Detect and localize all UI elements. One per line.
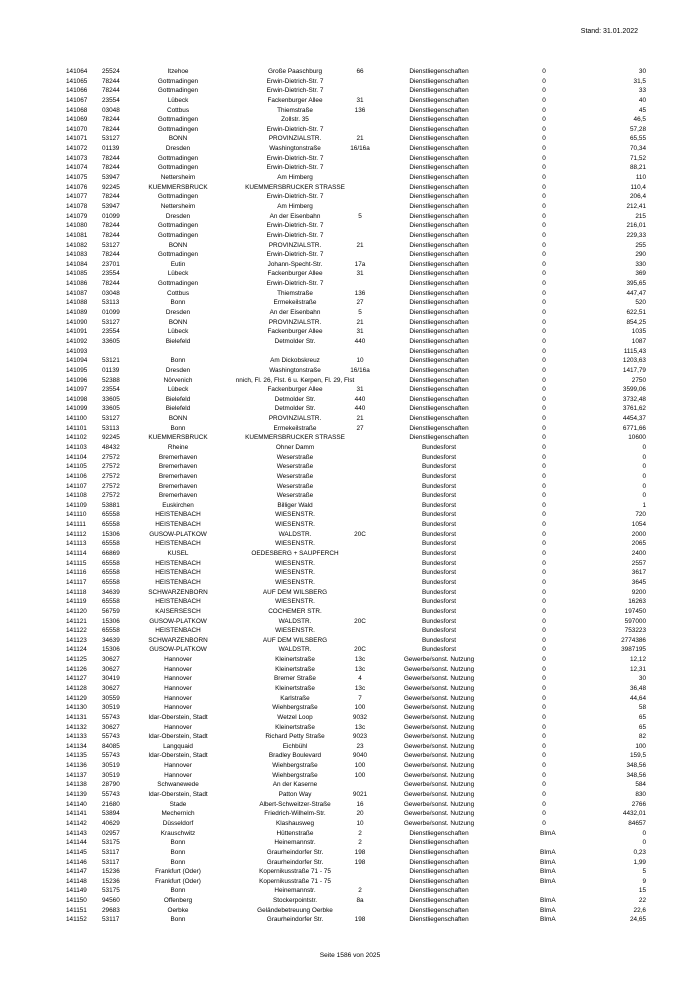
row-id: 141101 bbox=[66, 424, 87, 432]
table-row: 141084 23701 Eutin Johann-Specht-Str. 17a Dienstliegenschaften 0 330 bbox=[66, 260, 646, 268]
table-row: 141074 78244 Gottmadingen Erwin-Dietrich-Str. 7 Dienstliegenschaften 0 88,21 bbox=[66, 164, 646, 172]
table-row: 141100 53127 BONN PROVINZIALSTR. 21 Dienstliegenschaften 0 4454,37 bbox=[66, 415, 646, 423]
table-row: 141117 65558 HEISTENBACH WIESENSTR. Bundesforst 0 3645 bbox=[66, 578, 646, 586]
table-row: 141129 30559 Hannover Karlstraße 7 Gewerbe/sonst. Nutzung 0 44,64 bbox=[66, 694, 646, 702]
row-plz: 65558 bbox=[102, 598, 120, 606]
row-plz: 03048 bbox=[102, 106, 120, 114]
table-row: 141112 15306 GUSOW-PLATKOW WALDSTR. 20C Bundesforst 0 2000 bbox=[66, 530, 646, 538]
row-plz: 27572 bbox=[102, 453, 120, 461]
row-plz: 33605 bbox=[102, 337, 120, 345]
row-plz: 53127 bbox=[102, 135, 120, 143]
table-row: 141077 78244 Gottmadingen Erwin-Dietrich-Str. 7 Dienstliegenschaften 0 206,4 bbox=[66, 193, 646, 201]
table-row: 141116 65558 HEISTENBACH WIESENSTR. Bundesforst 0 3617 bbox=[66, 569, 646, 577]
row-plz: 53117 bbox=[102, 848, 120, 856]
row-id: 141081 bbox=[66, 231, 88, 239]
row-id: 141130 bbox=[66, 704, 87, 712]
row-id: 141149 bbox=[66, 887, 87, 895]
table-row: 141150 94560 Offenberg Stockerpointstr. 8a Dienstliegenschaften BImA 22 bbox=[66, 897, 646, 905]
row-plz: 78244 bbox=[102, 87, 120, 95]
row-plz: 65558 bbox=[102, 559, 120, 567]
table-row: 141151 29683 Oerbke Geländebetreuung Oerbke Dienstliegenschaften BImA 22,6 bbox=[66, 906, 646, 914]
row-plz: 78244 bbox=[102, 193, 120, 201]
row-plz: 30519 bbox=[102, 762, 120, 770]
row-plz: 66869 bbox=[102, 550, 120, 558]
table-row: 141134 84085 Langquaid Eichbühl 23 Gewerbe/sonst. Nutzung 0 100 bbox=[66, 742, 646, 750]
row-id: 141064 bbox=[66, 68, 88, 75]
row-plz: 23554 bbox=[102, 328, 120, 336]
row-id: 141131 bbox=[66, 713, 87, 721]
table-row: 141138 28790 Schwanewede An der Kaserne Gewerbe/sonst. Nutzung 0 584 bbox=[66, 781, 646, 789]
row-plz: 78244 bbox=[102, 125, 120, 133]
row-bima: BImA bbox=[540, 848, 556, 856]
row-id: 141147 bbox=[66, 868, 87, 876]
row-plz: 30627 bbox=[102, 656, 120, 664]
row-plz: 27572 bbox=[102, 463, 120, 471]
row-id: 141094 bbox=[66, 357, 88, 365]
row-plz: 53113 bbox=[102, 299, 120, 307]
row-plz: 84085 bbox=[102, 742, 120, 750]
row-id: 141089 bbox=[66, 309, 88, 317]
row-id: 141141 bbox=[66, 810, 87, 818]
row-id: 141100 bbox=[66, 415, 87, 423]
row-id: 141134 bbox=[66, 742, 87, 750]
row-id: 141087 bbox=[66, 289, 88, 297]
row-id: 141079 bbox=[66, 212, 88, 220]
row-id: 141144 bbox=[66, 839, 87, 847]
table-row: 141085 23554 Lübeck Fackenburger Allee 31 Dienstliegenschaften 0 369 bbox=[66, 270, 646, 278]
row-id: 141093 bbox=[66, 347, 88, 355]
table-row: 141113 65558 HEISTENBACH WIESENSTR. Bundesforst 0 2065 bbox=[66, 540, 646, 548]
table-row: 141089 01099 Dresden An der Eisenbahn 5 Dienstliegenschaften 0 622,51 bbox=[66, 309, 646, 317]
row-id: 141139 bbox=[66, 791, 87, 799]
table-row: 141146 53117 Bonn Graurheindorfer Str. 198 Dienstliegenschaften BImA 1,99 bbox=[66, 858, 646, 866]
row-id: 141082 bbox=[66, 241, 88, 249]
row-id: 141105 bbox=[66, 463, 87, 471]
row-id: 141152 bbox=[66, 916, 87, 924]
table-row: 141097 23554 Lübeck Fackenburger Allee 31 Dienstliegenschaften 0 3599,06 bbox=[66, 386, 646, 394]
row-id: 141115 bbox=[66, 559, 87, 567]
table-row: 141148 15236 Frankfurt (Oder) Kopernikusstraße 71 - 75 Dienstliegenschaften BImA 9 bbox=[66, 877, 646, 885]
data-table bbox=[66, 67, 646, 925]
row-id: 141097 bbox=[66, 386, 88, 394]
table-row: 141079 01099 Dresden An der Eisenbahn 5 Dienstliegenschaften 0 215 bbox=[66, 212, 646, 220]
row-plz: 01099 bbox=[102, 212, 120, 220]
row-plz: 65558 bbox=[102, 511, 120, 519]
table-row: 141095 01139 Dresden Washingtonstraße 16/16a Dienstliegenschaften 0 1417,79 bbox=[66, 366, 646, 374]
row-id: 141123 bbox=[66, 636, 87, 644]
row-id: 141084 bbox=[66, 260, 88, 268]
row-id: 141143 bbox=[66, 829, 87, 837]
row-plz: 65558 bbox=[102, 521, 120, 529]
table-row: 141125 30627 Hannover Kleinertstraße 13c Gewerbe/sonst. Nutzung 0 12,12 bbox=[66, 656, 646, 664]
row-id: 141111 bbox=[66, 521, 86, 529]
row-plz: 23554 bbox=[102, 386, 120, 394]
table-row: 141143 02957 Krauschwitz Hüttenstraße 2 Dienstliegenschaften BImA 0 bbox=[66, 829, 646, 837]
row-plz: 78244 bbox=[102, 116, 120, 124]
table-row: 141105 27572 Bremerhaven Weserstraße Bundesforst 0 0 bbox=[66, 463, 646, 471]
row-id: 141065 bbox=[66, 77, 88, 85]
row-plz: 53127 bbox=[102, 241, 120, 249]
table-row: 141071 53127 BONN PROVINZIALSTR. 21 Dienstliegenschaften 0 65,55 bbox=[66, 135, 646, 143]
row-plz: 15306 bbox=[102, 646, 120, 654]
row-id: 141078 bbox=[66, 202, 88, 210]
row-plz: 53881 bbox=[102, 501, 120, 509]
table-row: 141111 65558 HEISTENBACH WIESENSTR. Bundesforst 0 1054 bbox=[66, 521, 646, 529]
row-id: 141124 bbox=[66, 646, 87, 654]
row-plz: 55743 bbox=[102, 752, 120, 760]
row-plz: 15236 bbox=[102, 877, 120, 885]
row-id: 141106 bbox=[66, 472, 87, 480]
row-plz: 92245 bbox=[102, 434, 120, 442]
table-row: 141067 23554 Lübeck Fackenburger Allee 31 Dienstliegenschaften 0 40 bbox=[66, 96, 646, 104]
table-row: 141108 27572 Bremerhaven Weserstraße Bundesforst 0 0 bbox=[66, 492, 646, 500]
row-plz: 56759 bbox=[102, 607, 120, 615]
table-row: 141070 78244 Gottmadingen Erwin-Dietrich-Str. 7 Dienstliegenschaften 0 57,28 bbox=[66, 125, 646, 133]
row-bima: BImA bbox=[540, 829, 556, 837]
row-plz: 53121 bbox=[102, 357, 120, 365]
row-plz: 30519 bbox=[102, 771, 120, 779]
row-id: 141126 bbox=[66, 665, 87, 673]
row-plz: 21680 bbox=[102, 800, 120, 808]
row-id: 141145 bbox=[66, 848, 87, 856]
row-id: 141117 bbox=[66, 578, 87, 586]
table-row: 141099 33605 Bielefeld Detmolder Str. 440 Dienstliegenschaften 0 3761,62 bbox=[66, 405, 646, 413]
row-plz: 30627 bbox=[102, 665, 120, 673]
row-id: 141095 bbox=[66, 366, 88, 374]
row-plz: 78244 bbox=[102, 77, 120, 85]
table-row: 141118 34639 SCHWARZENBORN AUF DEM WILSBERG Bundesforst 0 9200 bbox=[66, 588, 646, 596]
table-row: 141072 01139 Dresden Washingtonstraße 16/16a Dienstliegenschaften 0 70,34 bbox=[66, 145, 646, 153]
row-plz: 53947 bbox=[102, 174, 120, 182]
table-row: 141098 33605 Bielefeld Detmolder Str. 440 Dienstliegenschaften 0 3732,48 bbox=[66, 395, 646, 403]
row-id: 141107 bbox=[66, 482, 87, 490]
row-plz: 27572 bbox=[102, 482, 120, 490]
row-id: 141114 bbox=[66, 550, 87, 558]
table-row: 141139 55743 Idar-Oberstein, Stadt Patton Way 9021 Gewerbe/sonst. Nutzung 0 830 bbox=[66, 791, 646, 799]
row-id: 141074 bbox=[66, 164, 88, 172]
table-row: 141115 65558 HEISTENBACH WIESENSTR. Bundesforst 0 2557 bbox=[66, 559, 646, 567]
row-plz: 65558 bbox=[102, 627, 120, 635]
row-id: 141090 bbox=[66, 318, 88, 326]
row-plz: 15236 bbox=[102, 868, 120, 876]
row-id: 141146 bbox=[66, 858, 87, 866]
table-row: 141092 33605 Bielefeld Detmolder Str. 440 Dienstliegenschaften 0 1087 bbox=[66, 337, 646, 345]
row-plz: 52388 bbox=[102, 376, 120, 384]
row-plz: 78244 bbox=[102, 154, 120, 162]
table-row: 141123 34639 SCHWARZENBORN AUF DEM WILSBERG Bundesforst 0 2774386 bbox=[66, 636, 646, 644]
table-row: 141076 92245 KUEMMERSBRUCK KUEMMERSBRUCKER STRASSE Dienstliegenschaften 0 110,4 bbox=[66, 183, 646, 191]
table-row: 141088 53113 Bonn Ermekeilstraße 27 Dienstliegenschaften 0 520 bbox=[66, 299, 646, 307]
row-plz: 15306 bbox=[102, 617, 120, 625]
table-row: 141102 92245 KUEMMERSBRUCK KUEMMERSBRUCKER STRASSE Dienstliegenschaften 0 10600 bbox=[66, 434, 646, 442]
table-row: 141103 48432 Rheine Ohner Damm Bundesforst 0 0 bbox=[66, 443, 646, 451]
row-id: 141075 bbox=[66, 174, 88, 182]
table-row: 141090 53127 BONN PROVINZIALSTR. 21 Dienstliegenschaften 0 854,25 bbox=[66, 318, 646, 326]
table-row: 141109 53881 Euskirchen Billiger Wald Bundesforst 0 1 bbox=[66, 501, 646, 509]
row-plz: 92245 bbox=[102, 183, 120, 191]
table-row: 141087 03048 Cottbus Thiemstraße 136 Dienstliegenschaften 0 447,47 bbox=[66, 289, 646, 297]
row-bima: BImA bbox=[540, 877, 556, 885]
row-bima: BImA bbox=[540, 916, 556, 924]
row-plz: 30627 bbox=[102, 723, 120, 731]
row-id: 141068 bbox=[66, 106, 88, 114]
row-plz: 48432 bbox=[102, 443, 120, 451]
table-row: 141145 53117 Bonn Graurheindorfer Str. 198 Dienstliegenschaften BImA 0,23 bbox=[66, 848, 646, 856]
row-id: 141069 bbox=[66, 116, 88, 124]
row-id: 141077 bbox=[66, 193, 88, 201]
table-row: 141107 27572 Bremerhaven Weserstraße Bundesforst 0 0 bbox=[66, 482, 646, 490]
row-id: 141104 bbox=[66, 453, 87, 461]
table-row: 141086 78244 Gottmadingen Erwin-Dietrich-Str. 7 Dienstliegenschaften 0 395,65 bbox=[66, 280, 646, 288]
row-plz: 65558 bbox=[102, 578, 120, 586]
page-footer: Seite 1586 von 2025 bbox=[319, 952, 381, 959]
table-row: 141137 30519 Hannover Wiehbergstraße 100 Gewerbe/sonst. Nutzung 0 348,56 bbox=[66, 771, 646, 779]
row-plz: 23554 bbox=[102, 96, 120, 104]
row-id: 141098 bbox=[66, 395, 88, 403]
table-row: 141114 66869 KUSEL OEDESBERG + SAUPFERCH Bundesforst 0 2400 bbox=[66, 550, 646, 558]
row-id: 141096 bbox=[66, 376, 88, 384]
table-row: 141091 23554 Lübeck Fackenburger Allee 31 Dienstliegenschaften 0 1035 bbox=[66, 328, 646, 336]
row-id: 141091 bbox=[66, 328, 88, 336]
row-plz: 34639 bbox=[102, 636, 120, 644]
row-plz: 25524 bbox=[102, 68, 120, 75]
row-id: 141127 bbox=[66, 675, 87, 683]
row-plz: 53127 bbox=[102, 415, 120, 423]
row-plz: 30627 bbox=[102, 685, 120, 692]
table-row: 141131 55743 Idar-Oberstein, Stadt Wetzel Loop 9032 Gewerbe/sonst. Nutzung 0 65 bbox=[66, 713, 646, 721]
row-id: 141071 bbox=[66, 135, 88, 143]
table-row: 141120 56759 KAISERSESCH COCHEMER STR. Bundesforst 0 197450 bbox=[66, 607, 646, 615]
row-plz: 53117 bbox=[102, 858, 120, 866]
row-id: 141119 bbox=[66, 598, 87, 606]
row-id: 141132 bbox=[66, 723, 87, 731]
row-plz: 78244 bbox=[102, 231, 120, 239]
table-row: 141104 27572 Bremerhaven Weserstraße Bundesforst 0 0 bbox=[66, 453, 646, 461]
row-plz: 78244 bbox=[102, 222, 120, 230]
table-row: 141075 53947 Nettersheim Am Himberg Dienstliegenschaften 0 110 bbox=[66, 174, 646, 182]
table-row: 141081 78244 Gottmadingen Erwin-Dietrich-Str. 7 Dienstliegenschaften 0 229,33 bbox=[66, 231, 646, 239]
row-id: 141099 bbox=[66, 405, 88, 413]
row-id: 141066 bbox=[66, 87, 88, 95]
row-plz: 53175 bbox=[102, 839, 120, 847]
row-id: 141110 bbox=[66, 511, 87, 519]
row-id: 141088 bbox=[66, 299, 88, 307]
row-id: 141083 bbox=[66, 251, 88, 259]
row-plz: 53113 bbox=[102, 424, 120, 432]
row-id: 141125 bbox=[66, 656, 87, 664]
table-row: 141110 65558 HEISTENBACH WIESENSTR. Bundesforst 0 720 bbox=[66, 511, 646, 519]
row-plz: 65558 bbox=[102, 569, 120, 577]
row-id: 141086 bbox=[66, 280, 88, 288]
row-id: 141135 bbox=[66, 752, 87, 760]
table-row: 141066 78244 Gottmadingen Erwin-Dietrich-Str. 7 Dienstliegenschaften 0 33 bbox=[66, 87, 646, 95]
row-id: 141128 bbox=[66, 685, 87, 692]
row-plz: 33605 bbox=[102, 405, 120, 413]
table-row: 141130 30519 Hannover Wiehbergstraße 100 Gewerbe/sonst. Nutzung 0 58 bbox=[66, 704, 646, 712]
row-plz: 23554 bbox=[102, 270, 120, 278]
table-row: 141083 78244 Gottmadingen Erwin-Dietrich-Str. 7 Dienstliegenschaften 0 290 bbox=[66, 251, 646, 259]
row-id: 141080 bbox=[66, 222, 88, 230]
table-row: 141133 55743 Idar-Oberstein, Stadt Richard Petty Straße 9023 Gewerbe/sonst. Nutzung 0 82 bbox=[66, 733, 646, 741]
row-plz: 29683 bbox=[102, 906, 120, 914]
row-id: 141103 bbox=[66, 443, 87, 451]
row-id: 141121 bbox=[66, 617, 87, 625]
row-plz: 55743 bbox=[102, 791, 120, 799]
row-plz: 01139 bbox=[102, 366, 120, 374]
row-plz: 27572 bbox=[102, 492, 120, 500]
row-plz: 40629 bbox=[102, 819, 120, 827]
row-plz: 01139 bbox=[102, 145, 120, 153]
table-row: 141119 65558 HEISTENBACH WIESENSTR. Bundesforst 0 16263 bbox=[66, 598, 646, 606]
table-row: 141147 15236 Frankfurt (Oder) Kopernikusstraße 71 - 75 Dienstliegenschaften BImA 5 bbox=[66, 868, 646, 876]
row-id: 141070 bbox=[66, 125, 88, 133]
row-id: 141151 bbox=[66, 906, 87, 914]
table-row: 141080 78244 Gottmadingen Erwin-Dietrich-Str. 7 Dienstliegenschaften 0 216,01 bbox=[66, 222, 646, 230]
row-bima: BImA bbox=[540, 897, 556, 905]
table-row: 141068 03048 Cottbus Thiemstraße 136 Dienstliegenschaften 0 45 bbox=[66, 106, 646, 114]
row-plz: 94560 bbox=[102, 897, 120, 905]
table-row: 141140 21680 Stade Albert-Schweitzer-Straße 16 Gewerbe/sonst. Nutzung 0 2766 bbox=[66, 800, 646, 808]
row-plz: 53117 bbox=[102, 916, 120, 924]
row-bima: BImA bbox=[540, 858, 556, 866]
stand-date: Stand: 31.01.2022 bbox=[580, 28, 638, 35]
table-row: 141101 53113 Bonn Ermekeilstraße 27 Dienstliegenschaften 0 6771,66 bbox=[66, 424, 646, 432]
row-plz: 15306 bbox=[102, 530, 120, 538]
table-row: 141073 78244 Gottmadingen Erwin-Dietrich-Str. 7 Dienstliegenschaften 0 71,52 bbox=[66, 154, 646, 162]
row-id: 141142 bbox=[66, 819, 87, 827]
table-row: 141094 53121 Bonn Am Dickobskreuz 10 Dienstliegenschaften 0 1203,63 bbox=[66, 357, 646, 365]
row-plz: 33605 bbox=[102, 395, 120, 403]
table-row: 141152 53117 Bonn Graurheindorfer Str. 198 Dienstliegenschaften BImA 24,65 bbox=[66, 916, 646, 924]
table-row: 141142 40629 Düsseldorf Klashausweg 10 Gewerbe/sonst. Nutzung 0 84657 bbox=[66, 819, 646, 827]
row-id: 141120 bbox=[66, 607, 87, 615]
table-row: 141124 15306 GUSOW-PLATKOW WALDSTR. 20C Bundesforst 0 3987195 bbox=[66, 646, 646, 654]
table-row: 141136 30519 Hannover Wiehbergstraße 100 Gewerbe/sonst. Nutzung 0 348,56 bbox=[66, 762, 646, 770]
row-id: 141150 bbox=[66, 897, 87, 905]
table-row: 141141 53894 Mechernich Friedrich-Wilhelm-Str. 20 Gewerbe/sonst. Nutzung 0 4432,01 bbox=[66, 810, 646, 818]
row-plz: 01099 bbox=[102, 309, 120, 317]
row-id: 141133 bbox=[66, 733, 87, 741]
table-row: 141127 30419 Hannover Bremer Straße 4 Gewerbe/sonst. Nutzung 0 30 bbox=[66, 675, 646, 683]
table-row: 141126 30627 Hannover Kleinertstraße 13c Gewerbe/sonst. Nutzung 0 12,31 bbox=[66, 665, 646, 673]
row-id: 141129 bbox=[66, 694, 87, 702]
row-plz: 30519 bbox=[102, 704, 120, 712]
table-row: 141106 27572 Bremerhaven Weserstraße Bundesforst 0 0 bbox=[66, 472, 646, 480]
row-id: 141076 bbox=[66, 183, 88, 191]
table-row: 141064 25524 Itzehoe Große Paaschburg 66 Dienstliegenschaften 0 30 bbox=[66, 68, 646, 75]
table-row: 141069 78244 Gottmadingen Zollstr. 35 Dienstliegenschaften 0 46,5 bbox=[66, 116, 646, 124]
row-id: 141113 bbox=[66, 540, 87, 548]
table-row: 141082 53127 BONN PROVINZIALSTR. 21 Dienstliegenschaften 0 255 bbox=[66, 241, 646, 249]
row-bima: BImA bbox=[540, 906, 556, 914]
row-id: 141137 bbox=[66, 771, 87, 779]
row-plz: 27572 bbox=[102, 472, 120, 480]
row-id: 141116 bbox=[66, 569, 87, 577]
row-plz: 65558 bbox=[102, 540, 120, 548]
row-plz: 55743 bbox=[102, 733, 120, 741]
row-plz: 53127 bbox=[102, 318, 120, 326]
table-row: 141096 52388 Nörvenich nnich, Fl. 26, Flst. 6 u. Kerpen, Fl. 29, Flst Dienstliegenschaften 0 2750 bbox=[66, 376, 646, 384]
row-id: 141067 bbox=[66, 96, 88, 104]
row-id: 141109 bbox=[66, 501, 87, 509]
table-row: 141149 53175 Bonn Heinemannstr. 2 Dienstliegenschaften 15 bbox=[66, 887, 646, 895]
row-id: 141085 bbox=[66, 270, 88, 278]
row-plz: 30419 bbox=[102, 675, 120, 683]
row-id: 141140 bbox=[66, 800, 87, 808]
row-id: 141072 bbox=[66, 145, 88, 153]
table-row: 141121 15306 GUSOW-PLATKOW WALDSTR. 20C Bundesforst 0 597000 bbox=[66, 617, 646, 625]
table-row: 141122 65558 HEISTENBACH WIESENSTR. Bundesforst 0 753223 bbox=[66, 627, 646, 635]
row-plz: 30559 bbox=[102, 694, 120, 702]
table-row: 141144 53175 Bonn Heinemannstr. 2 Dienstliegenschaften 0 bbox=[66, 839, 646, 847]
row-id: 141148 bbox=[66, 877, 87, 885]
row-id: 141136 bbox=[66, 762, 87, 770]
row-plz: 28790 bbox=[102, 781, 120, 789]
row-id: 141073 bbox=[66, 154, 88, 162]
table-row: 141132 30627 Hannover Kleinertstraße 13c Gewerbe/sonst. Nutzung 0 65 bbox=[66, 723, 646, 731]
table-row: 141128 30627 Hannover Kleinertstraße 13c Gewerbe/sonst. Nutzung 0 36,48 bbox=[66, 685, 646, 692]
row-plz: 78244 bbox=[102, 280, 120, 288]
row-plz: 53947 bbox=[102, 202, 120, 210]
row-id: 141108 bbox=[66, 492, 87, 500]
row-id: 141122 bbox=[66, 627, 87, 635]
row-plz: 78244 bbox=[102, 164, 120, 172]
row-plz: 02957 bbox=[102, 829, 120, 837]
table-row: 141065 78244 Gottmadingen Erwin-Dietrich-Str. 7 Dienstliegenschaften 0 31,5 bbox=[66, 77, 646, 85]
row-plz: 55743 bbox=[102, 713, 120, 721]
row-plz: 03048 bbox=[102, 289, 120, 297]
table-row: 141093 Dienstliegenschaften 0 1115,43 bbox=[66, 347, 646, 355]
row-bima: BImA bbox=[540, 868, 556, 876]
row-plz: 78244 bbox=[102, 251, 120, 259]
row-id: 141102 bbox=[66, 434, 87, 442]
row-id: 141118 bbox=[66, 588, 87, 596]
row-plz: 34639 bbox=[102, 588, 120, 596]
row-plz: 23701 bbox=[102, 260, 120, 268]
row-id: 141092 bbox=[66, 337, 88, 345]
table-row: 141135 55743 Idar-Oberstein, Stadt Bradley Boulevard 9040 Gewerbe/sonst. Nutzung 0 159,5 bbox=[66, 752, 646, 760]
row-id: 141112 bbox=[66, 530, 87, 538]
table-row: 141078 53947 Nettersheim Am Himberg Dienstliegenschaften 0 212,41 bbox=[66, 202, 646, 210]
row-plz: 53894 bbox=[102, 810, 120, 818]
row-plz: 53175 bbox=[102, 887, 120, 895]
row-id: 141138 bbox=[66, 781, 87, 789]
